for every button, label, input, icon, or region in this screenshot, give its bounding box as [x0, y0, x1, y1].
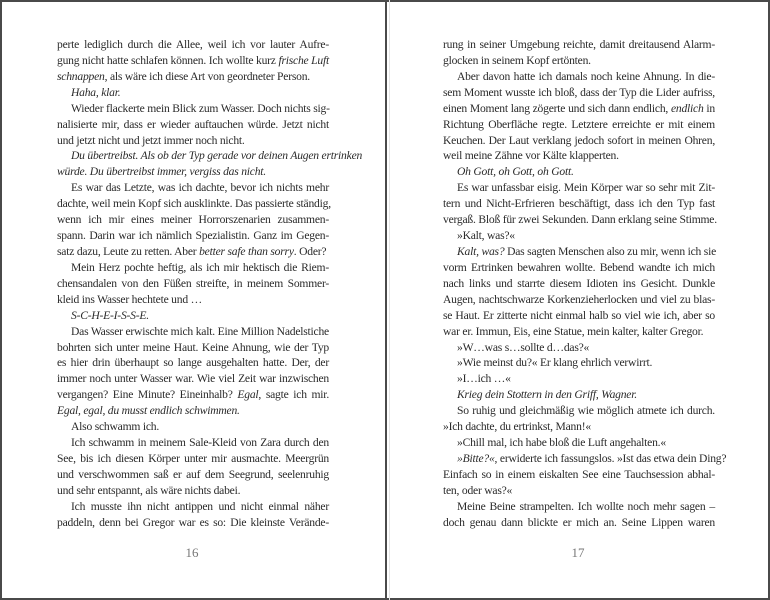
text-line: vergaß. Bloß für zwei Sekunden. Dann erklang seine Stimme.	[443, 213, 717, 227]
text-line: satz dazu, Leute zu retten. Aber better safe than sorry. Oder?	[57, 244, 327, 258]
text-line: nach links und starrte diesem Idioten ins Gesicht. Dunkle	[443, 276, 715, 290]
text-line: und sehr entspannt, als wäre nichts dabei.	[57, 483, 241, 497]
paragraph	[443, 355, 715, 371]
text-line: »Ich dachte, du ertrinkst, Mann!«	[443, 420, 591, 434]
text-line: tern und Nicht-Erfrieren beschäftigt, dass ich den Typ fast	[443, 197, 715, 211]
paragraph	[443, 371, 715, 387]
text-line: »Bitte?«, erwiderte ich fassungslos. »Ist das etwa dein Ding?	[457, 451, 727, 465]
paragraph	[57, 101, 329, 149]
text-line: Meine Beine strampelten. Ich wollte noch mehr sagen –	[457, 499, 715, 513]
right-page-number: 17	[571, 545, 585, 560]
paragraph	[57, 324, 329, 420]
text-line: Einfach so in einem eiskalten See eine Tauchsession abhal-	[443, 467, 715, 481]
italic-text: Du übertreibst. Als ob der Typ gerade vor deinen Augen ertrinken	[71, 149, 363, 163]
italic-text: frische Luft	[278, 53, 329, 67]
book-gutter-shadow	[389, 0, 390, 600]
text-line: »Wie meinst du?« Er klang ehrlich verwirrt.	[457, 356, 653, 370]
italic-text: Haha, klar.	[71, 85, 121, 99]
text-line: perte lediglich durch die Allee, weil ich vor lauter Aufre-	[57, 38, 329, 51]
text-line	[57, 164, 329, 180]
text-line: kleid ins Wasser hechtete und …	[57, 292, 202, 306]
paragraph	[443, 340, 715, 356]
paragraph	[57, 435, 329, 499]
italic-text: better safe than sorry	[199, 244, 294, 258]
text-line: und jetzt nicht und jetzt immer noch nicht.	[57, 133, 245, 147]
text-line: glocken in seinem Kopf ertönten.	[443, 53, 591, 67]
italic-text: Kalt, was?	[457, 244, 505, 258]
text-line: se Haut. Er zitterte nicht einmal halb so viel wie ich, aber so	[443, 308, 715, 322]
text-line: weil meine Zähne vor Kälte klapperten.	[443, 149, 619, 163]
text-line: dachte, weil mein Kopf sich ausklinkte. Das passierte ständig,	[57, 197, 331, 211]
italic-text: S-C-H-E-I-S-S-E.	[71, 308, 149, 322]
text-line: Aber davon hatte ich damals noch keine Ahnung. In die-	[457, 69, 715, 83]
paragraph	[57, 260, 329, 308]
text-line: Es war das Letzte, was ich dachte, bevor ich nichts mehr	[71, 181, 329, 195]
text-line: Das Wasser erwischte mich kalt. Eine Million Nadelstiche	[71, 324, 329, 338]
book-gutter	[385, 0, 387, 600]
text-line	[443, 387, 715, 403]
text-line: Also schwamm ich.	[71, 420, 160, 434]
text-line: vorm Ertrinken bewahren wollte. Bebend wandte ich mich	[443, 260, 715, 274]
italic-text: Oh Gott, oh Gott, oh Gott.	[457, 165, 574, 179]
text-line: doch genau dann blickte er mich an. Seine Lippen waren	[443, 515, 715, 529]
paragraph	[443, 228, 715, 244]
text-line: Mein Herz pochte heftig, als ich mir hektisch die Riem-	[71, 260, 329, 274]
text-line	[443, 164, 715, 180]
text-line	[57, 85, 329, 101]
text-line: »Kalt, was?«	[457, 229, 515, 243]
text-line: rung in seiner Umgebung reichte, damit dreitausend Alarm-	[443, 38, 715, 51]
text-line: See, bis ich diesen Körper unter mir ausmachte. Meergrün	[57, 451, 329, 465]
italic-text: Krieg dein Stottern in den Griff, Wagner.	[457, 388, 637, 402]
text-line: schnappen, als wäre ich diese Art von geordneter Person.	[57, 69, 310, 83]
text-line: spann. Darin war ich nämlich Spezialistin. Ganz im Gegen-	[57, 229, 329, 243]
text-line: paddeln, denn bei Gregor war es so: Die kleinste Verände-	[57, 515, 329, 529]
paragraph	[443, 180, 715, 228]
text-line: Es war unfassbar eisig. Mein Körper war so sehr mit Zit-	[457, 181, 715, 195]
text-line: »W…was s…sollte d…das?«	[457, 340, 590, 354]
paragraph	[57, 180, 329, 260]
right-page-text	[443, 37, 727, 531]
paragraph	[443, 69, 715, 165]
text-line: Ich schwamm in meinem Sale-Kleid von Zara durch den	[71, 436, 329, 450]
paragraph	[443, 403, 715, 435]
text-line: »I…ich …«	[457, 372, 511, 386]
text-line: Ich musste ihn nicht antippen und nicht einmal näher	[71, 499, 329, 513]
text-line: war er. Immun, Eis, eine Statue, mein kalter, kalter Gregor.	[443, 324, 704, 338]
text-line: wenn ich mir eines meiner Horrorszenarien zusammen-	[57, 213, 329, 227]
italic-text: Egal	[237, 388, 259, 402]
text-line: es hier drin überhaupt so lange ausgehalten hatte. Der, der	[57, 356, 329, 370]
paragraph	[443, 244, 715, 340]
italic-text: schnappen	[57, 69, 105, 83]
paragraph	[57, 148, 363, 180]
text-line: »Chill mal, ich habe bloß die Luft angehalten.«	[457, 436, 666, 450]
paragraph	[57, 85, 329, 101]
text-line: einen Moment lang zögerte und sich dann endlich, endlich in	[443, 101, 715, 115]
italic-text: endlich	[670, 101, 704, 115]
text-line: chensandalen von den Füßen streifte, in meinem Sommer-	[57, 276, 329, 290]
paragraph	[57, 499, 329, 531]
paragraph	[57, 308, 329, 324]
text-line	[57, 148, 363, 164]
paragraph	[443, 451, 727, 499]
text-line: und verschwommen saß er auf dem Seegrund, seelenruhig	[57, 467, 329, 481]
text-line: immer noch unter Wasser war. Wie viel Zeit war inzwischen	[57, 372, 329, 386]
paragraph	[57, 419, 329, 435]
paragraph	[443, 164, 715, 180]
italic-text: Egal, egal, du musst endlich schwimmen.	[57, 404, 240, 418]
paragraph	[57, 37, 329, 85]
paragraph	[443, 435, 715, 451]
text-line: Wieder flackerte mein Blick zum Wasser. Doch nichts sig-	[71, 101, 330, 115]
text-line: vergangen? Eine Minute? Eineinhalb? Egal, sagte ich mir.	[57, 388, 329, 402]
paragraph	[443, 387, 715, 403]
text-line: Kalt, was? Das sagten Menschen also zu mir, wenn ich sie	[457, 244, 716, 258]
italic-text: würde. Du übertreibst immer, vergiss das nicht.	[57, 165, 266, 179]
text-line: ten, oder was?«	[443, 483, 513, 497]
left-page-number: 16	[185, 545, 199, 560]
text-line: Richtung Oberfläche regte. Letztere erreichte er mit einem	[443, 117, 715, 131]
text-line: nalisierte mir, dass er wieder auftauchen würde. Jetzt nicht	[57, 117, 329, 131]
paragraph	[443, 37, 715, 69]
text-line: bohrten sich unter meine Haut. Keine Ahnung, wie der Typ	[57, 340, 329, 354]
italic-text: »Bitte?«	[457, 451, 495, 465]
text-line: Augen, nachtschwarze Korkenzieherlocken und viel zu blas-	[443, 292, 715, 306]
text-line: sem Moment wusste ich bloß, dass der Typ die Lider aufriss,	[443, 85, 715, 99]
left-page-text	[57, 37, 363, 531]
text-line: Keuchen. Der Laut verklang jedoch sofort in meinen Ohren,	[443, 133, 715, 147]
text-line: gung nicht hatte schlafen können. Ich wollte kurz frische Luft	[57, 53, 329, 67]
text-line	[57, 308, 329, 324]
text-line: So ruhig und gleichmäßig wie möglich atmete ich durch.	[457, 404, 715, 418]
text-line	[57, 403, 329, 419]
paragraph	[443, 499, 715, 531]
